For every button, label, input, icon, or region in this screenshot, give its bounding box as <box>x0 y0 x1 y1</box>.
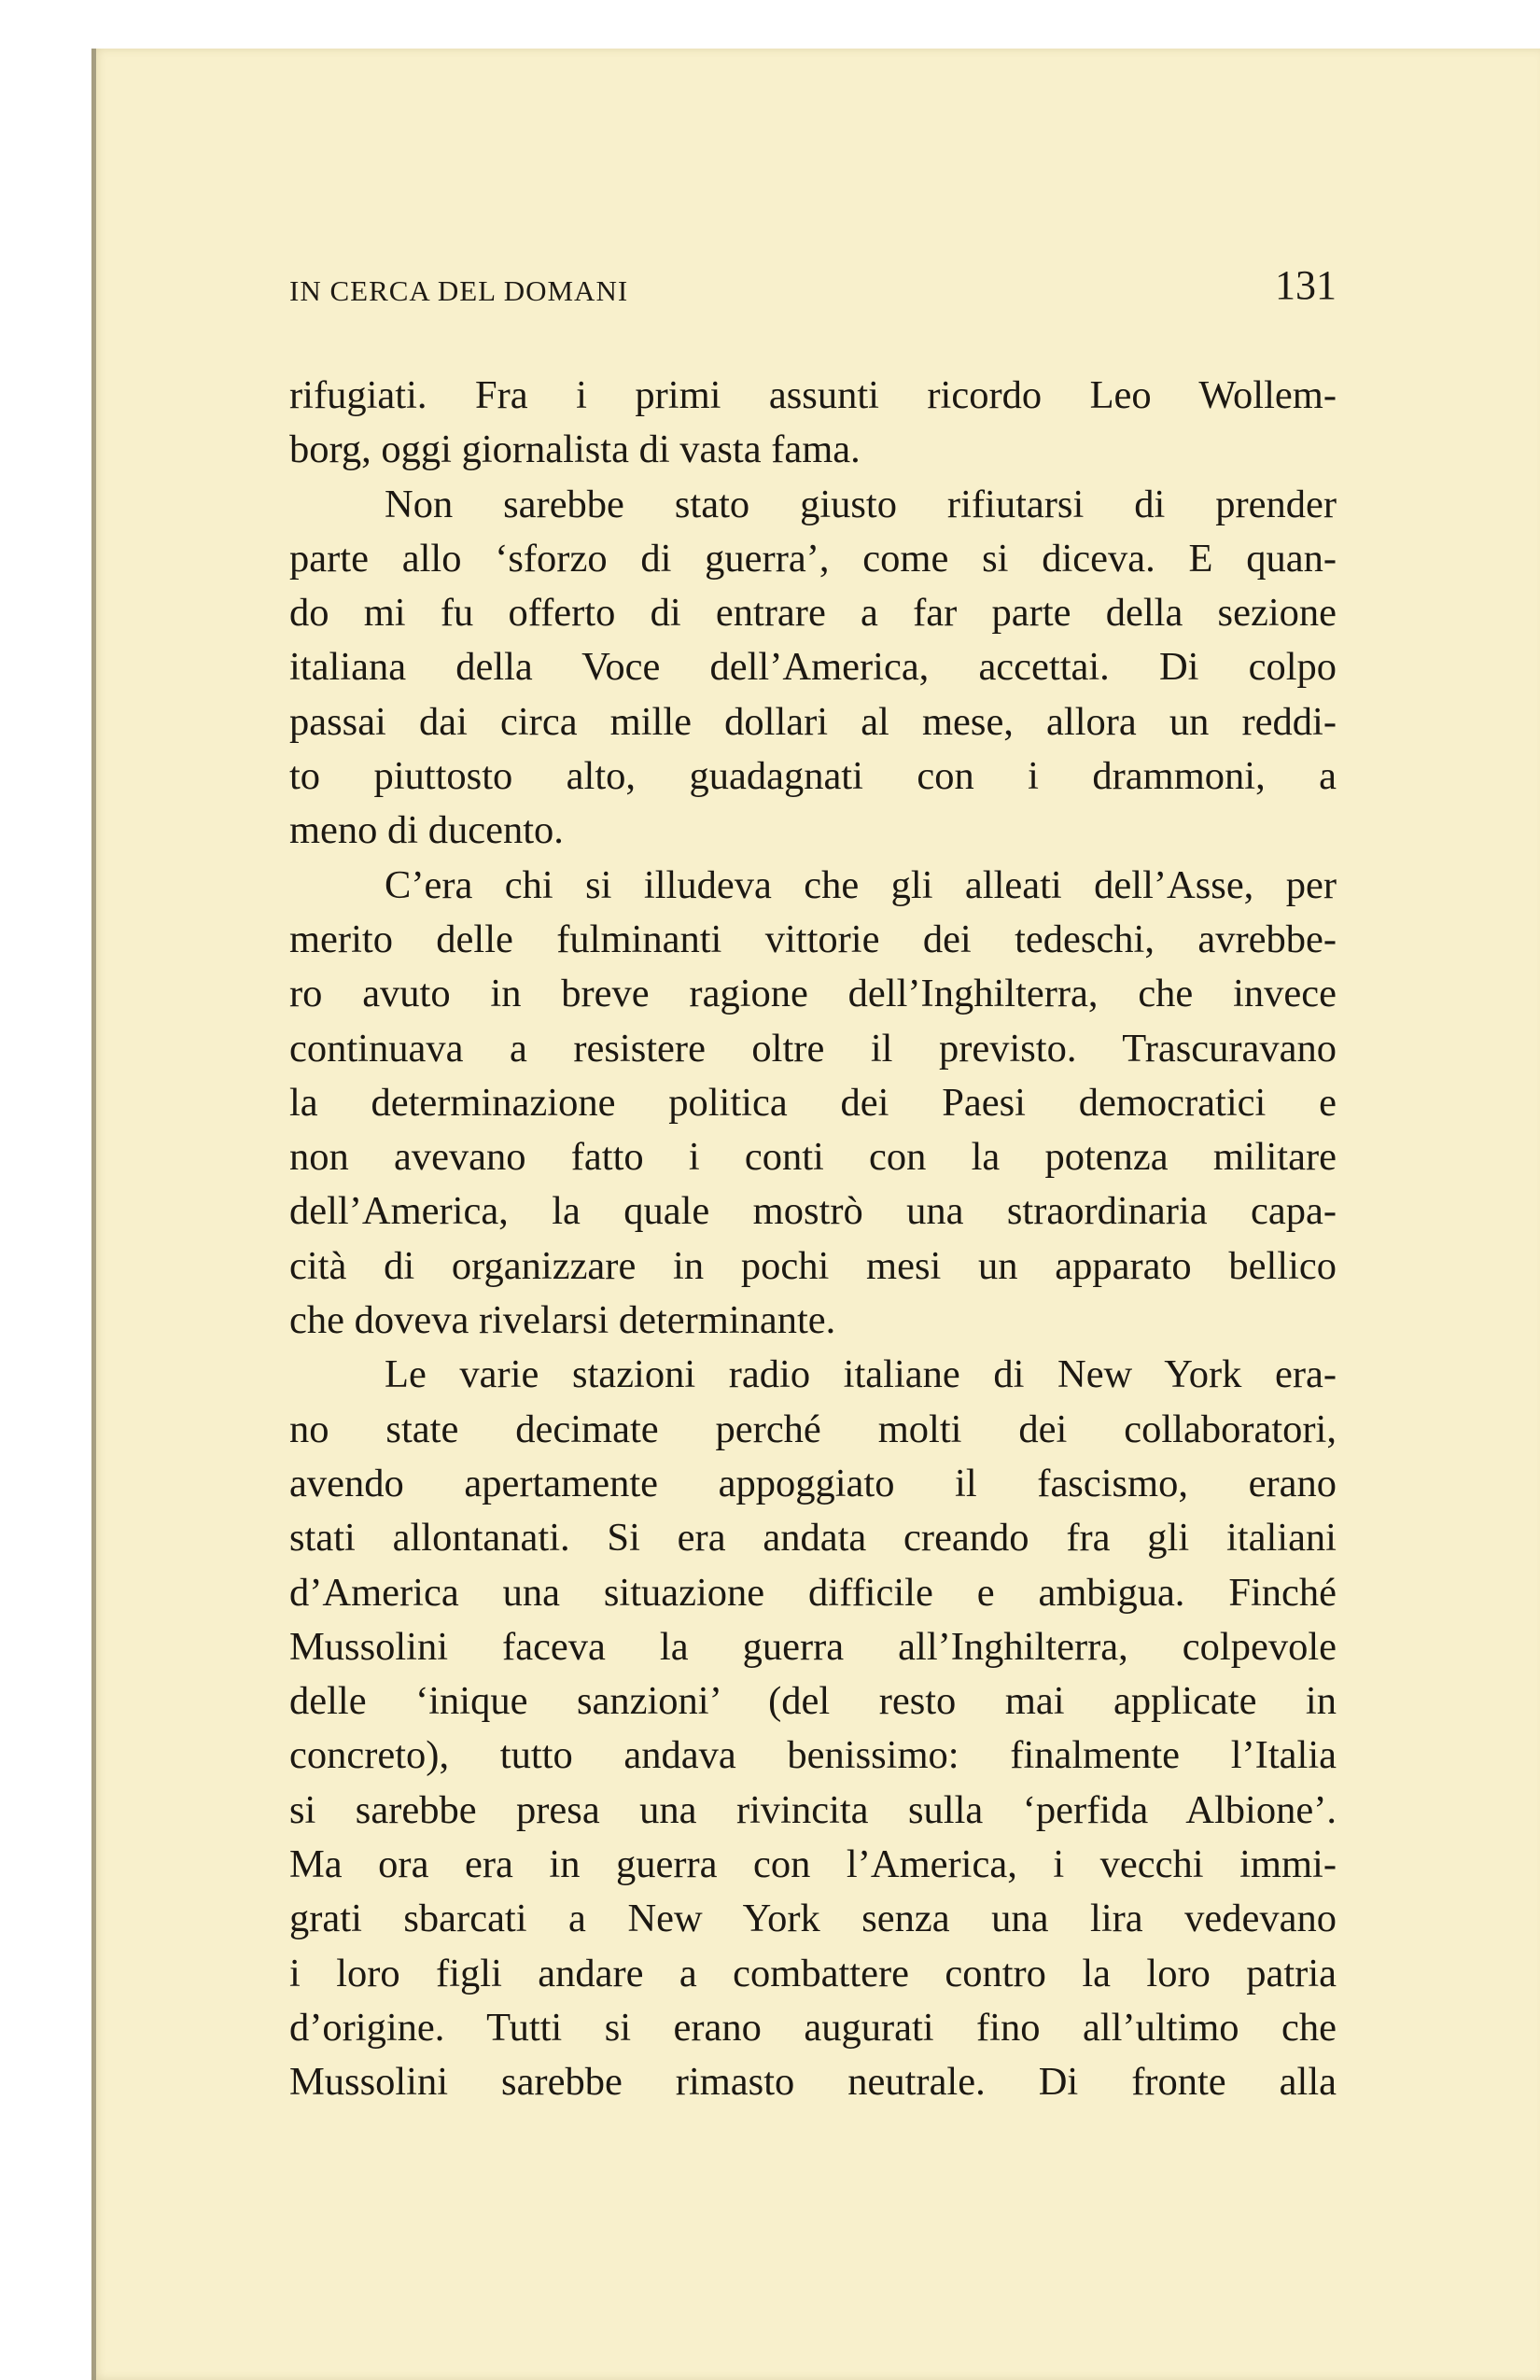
body-text <box>289 369 1337 2110</box>
text-line: non avevano fatto i conti con la potenza militare <box>289 1135 1337 1180</box>
text-line: Mussolini sarebbe rimasto neutrale. Di fronte alla <box>289 2060 1337 2105</box>
text-line: parte allo ‘sforzo di guerra’, come si diceva. E quan- <box>289 536 1337 581</box>
text-line: no state decimate perché molti dei collaboratori, <box>289 1407 1337 1451</box>
text-line: merito delle fulminanti vittorie dei tedeschi, avrebbe- <box>289 917 1337 961</box>
page-number: 131 <box>1275 262 1337 308</box>
text-line: cità di organizzare in pochi mesi un apparato bellico <box>289 1243 1337 1288</box>
text-line: Le varie stazioni radio italiane di New York era- <box>385 1352 1337 1397</box>
text-line: avendo apertamente appoggiato il fascismo, erano <box>289 1461 1337 1505</box>
page-binding-edge <box>91 49 96 2380</box>
text-line: concreto), tutto andava benissimo: finalmente l’Italia <box>289 1733 1337 1778</box>
text-line: Non sarebbe stato giusto rifiutarsi di prender <box>385 482 1337 526</box>
text-line: meno di ducento. <box>289 808 564 853</box>
text-line: d’origine. Tutti si erano augurati fino all’ultimo che <box>289 2005 1337 2050</box>
text-line: C’era chi si illudeva che gli alleati dell’Asse, per <box>385 862 1337 907</box>
text-line: borg, oggi giornalista di vasta fama. <box>289 427 861 472</box>
text-line: si sarebbe presa una rivincita sulla ‘perfida Albione’. <box>289 1787 1337 1832</box>
text-line: ro avuto in breve ragione dell’Inghilterra, che invece <box>289 972 1337 1016</box>
text-line: grati sbarcati a New York senza una lira vedevano <box>289 1897 1337 1941</box>
text-line: dell’America, la quale mostrò una straordinaria capa- <box>289 1189 1337 1234</box>
text-line: d’America una situazione difficile e ambigua. Finché <box>289 1570 1337 1615</box>
page-header <box>289 261 1337 317</box>
text-line: italiana della Voce dell’America, accettai. Di colpo <box>289 645 1337 690</box>
text-line: rifugiati. Fra i primi assunti ricordo Leo Wollem- <box>289 373 1337 417</box>
text-line: continuava a resistere oltre il previsto. Trascuravano <box>289 1026 1337 1071</box>
text-line: Ma ora era in guerra con l’America, i vecchi immi- <box>289 1842 1337 1887</box>
text-line: delle ‘inique sanzioni’ (del resto mai applicate in <box>289 1679 1337 1724</box>
text-line: i loro figli andare a combattere contro la loro patria <box>289 1951 1337 1995</box>
text-line: stati allontanati. Si era andata creando fra gli italiani <box>289 1516 1337 1561</box>
text-line: do mi fu offerto di entrare a far parte della sezione <box>289 591 1337 636</box>
text-line: la determinazione politica dei Paesi democratici e <box>289 1080 1337 1125</box>
text-line: passai dai circa mille dollari al mese, allora un reddi- <box>289 699 1337 744</box>
running-title: IN CERCA DEL DOMANI <box>289 274 629 307</box>
text-line: to piuttosto alto, guadagnati con i drammoni, a <box>289 754 1337 799</box>
text-line: che doveva rivelarsi determinante. <box>289 1298 836 1343</box>
text-line: Mussolini faceva la guerra all’Inghilterra, colpevole <box>289 1624 1337 1669</box>
